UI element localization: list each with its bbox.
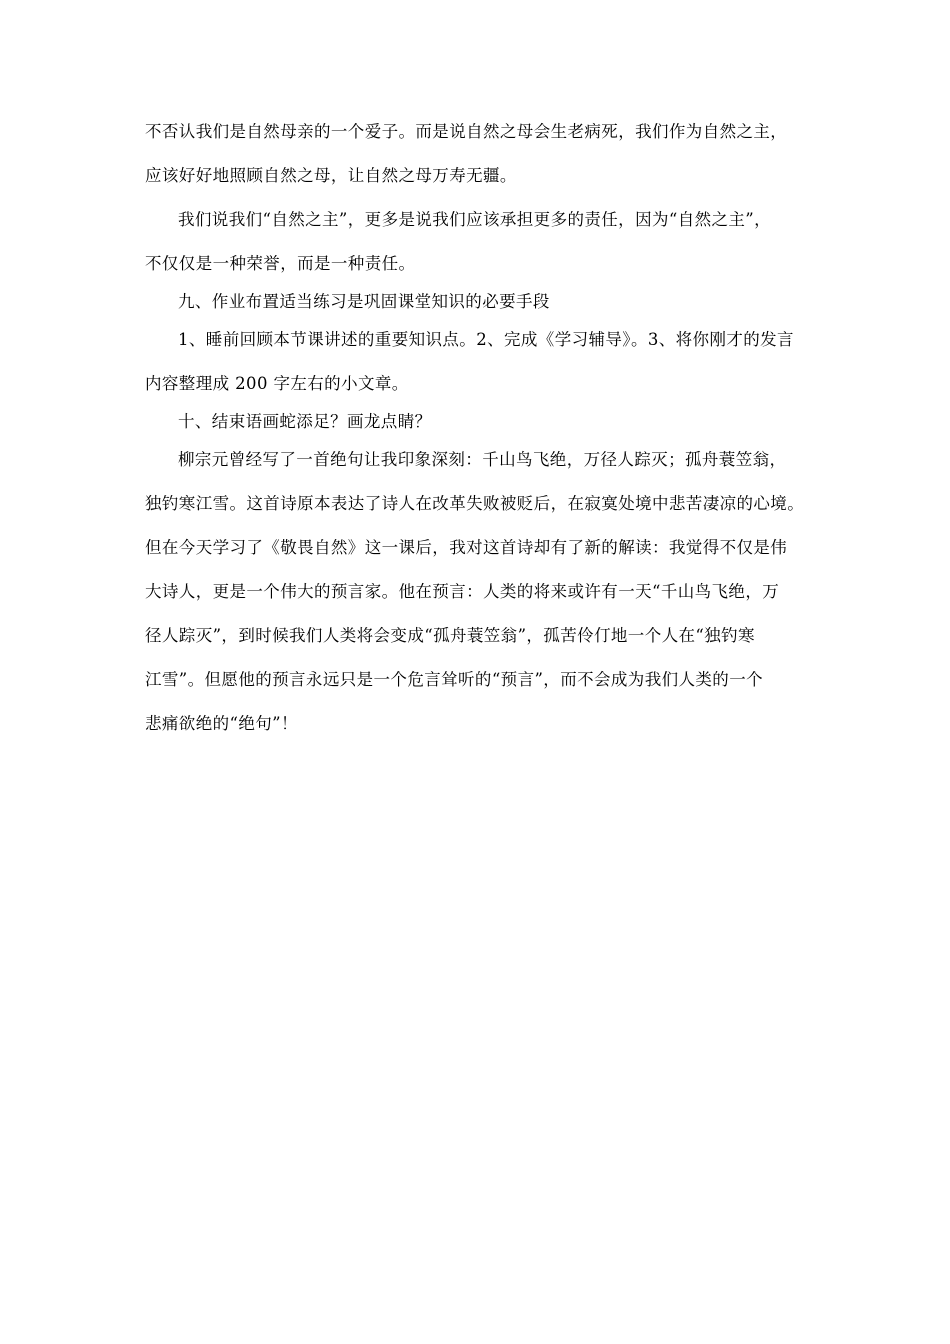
- text-line: 不否认我们是自然母亲的一个爱子。而是说自然之母会生老病死，我们作为自然之主，: [145, 122, 788, 141]
- paragraph-first-line: 1、睡前回顾本节课讲述的重要知识点。2、完成《学习辅导》。3、将你刚才的发言: [178, 330, 794, 349]
- document-body: [145, 122, 815, 734]
- text-line: 江雪”。但愿他的预言永远只是一个危言耸听的“预言”，而不会成为我们人类的一个: [145, 670, 764, 689]
- text-line: 应该好好地照顾自然之母，让自然之母万寿无疆。: [145, 166, 517, 185]
- text-line: 悲痛欲绝的“绝句”！: [145, 714, 298, 733]
- text-line: 径人踪灭”，到时候我们人类将会变成“孤舟蓑笠翁”，孤苦伶仃地一个人在“独钓寒: [145, 626, 755, 645]
- paragraph-first-line: 柳宗元曾经写了一首绝句让我印象深刻：千山鸟飞绝，万径人踪灭；孤舟蓑笠翁，: [178, 450, 787, 469]
- text-line: 但在今天学习了《敬畏自然》这一课后，我对这首诗却有了新的解读：我觉得不仅是伟: [145, 538, 788, 557]
- text-line: 大诗人，更是一个伟大的预言家。他在预言：人类的将来或许有一天“千山鸟飞绝，万: [145, 582, 780, 601]
- paragraph-first-line: 我们说我们“自然之主”，更多是说我们应该承担更多的责任，因为“自然之主”，: [178, 210, 772, 229]
- section-heading-conclusion: 十、结束语画蛇添足？画龙点睛？: [178, 412, 432, 431]
- text-line: 内容整理成 200 字左右的小文章。: [145, 374, 409, 393]
- text-line: 不仅仅是一种荣誉，而是一种责任。: [145, 254, 416, 273]
- section-heading-homework: 九、作业布置适当练习是巩固课堂知识的必要手段: [178, 292, 550, 311]
- text-line: 独钓寒江雪。这首诗原本表达了诗人在改革失败被贬后，在寂寞处境中悲苦凄凉的心境。: [145, 494, 805, 513]
